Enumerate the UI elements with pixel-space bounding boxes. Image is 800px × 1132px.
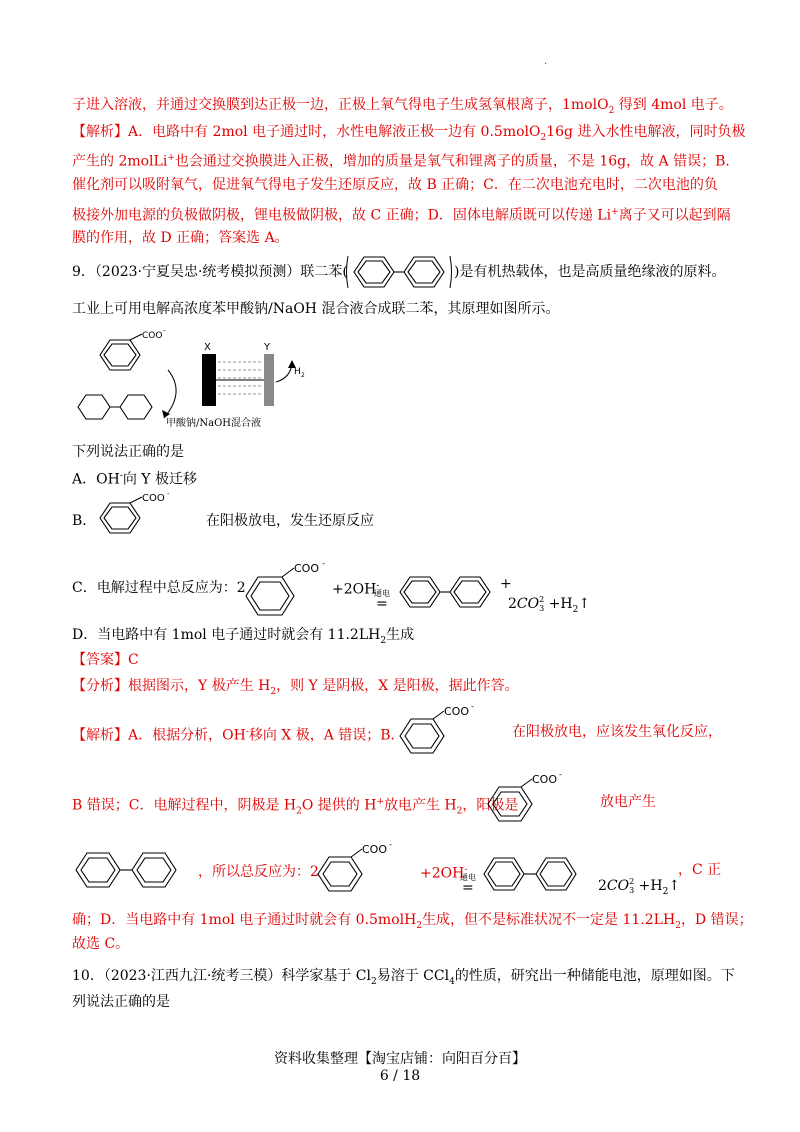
explanation-line-5: 故选 C。 xyxy=(72,936,130,952)
question-10-line-2: 列说法正确的是 xyxy=(72,994,170,1010)
option-c-electrolysis: 通电 xyxy=(374,589,390,598)
electrode-y xyxy=(264,354,274,406)
prev-analysis-line-4: 极接外加电源的负极做阴极，锂电极做阴极，故 C 正确；D．固体电解质既可以传递 Li+离子又可以起到隔 xyxy=(72,207,731,224)
fig-coo-label: COO xyxy=(142,331,163,341)
biphenyl-structure-explanation-4 xyxy=(482,852,592,896)
svg-text:-: - xyxy=(559,770,562,779)
option-b-text: 在阳极放电，发生还原反应 xyxy=(206,513,374,529)
svg-text:-: - xyxy=(167,490,170,498)
question-10-line-1: 10．（2023·江西九江·统考三模）科学家基于 $Cl_2$易溶于 CCl$_4$的性质，研究出一种储能电池，原理如图。下 xyxy=(72,968,735,987)
option-c-products: 2CO2 $3 +H_2↑$ xyxy=(508,595,591,615)
option-b-label: B． xyxy=(72,513,97,529)
explanation-products: 2CO2 $3 +H_2↑$ xyxy=(598,877,681,897)
svg-text:COO: COO xyxy=(444,705,469,718)
explanation-line-1a: 【解析】A．根据分析，OH-移向 X 极，A 错误；B． xyxy=(72,727,405,744)
footer-source: 资料收集整理【淘宝店铺：向阳百分百】 xyxy=(274,1051,526,1067)
option-c-label: C．电解过程中总反应为：2 xyxy=(72,580,246,596)
explanation-line-3b: +2OH- xyxy=(420,865,468,882)
option-c-equals: = xyxy=(376,596,388,612)
prev-analysis-line-1: 【解析】A．电路中有 2mol 电子通过时，水性电解液正极一边有 0.5molO$_2$16g 进入水性电解液，同时负极 xyxy=(72,124,746,143)
explanation-line-1b: 在阳极放电，应该发生氧化反应， xyxy=(512,724,722,740)
option-d: D．当电路中有 1mol 电子通过时就会有 $11.2LH_2$生成 xyxy=(72,627,415,646)
explanation-electrolysis: 通电 xyxy=(460,873,476,882)
svg-text:-: - xyxy=(471,702,474,711)
explanation-line-3a: ，所以总反应为：2 xyxy=(198,864,319,880)
benzoate-structure-explanation-3 xyxy=(316,838,416,896)
svg-text:-: - xyxy=(163,327,166,335)
svg-text:COO: COO xyxy=(532,773,557,786)
biphenyl-structure-explanation-3 xyxy=(74,848,194,892)
option-c-oh: +2OH- xyxy=(332,581,380,598)
electrolysis-diagram xyxy=(78,327,318,430)
answer-line: 【答案】C xyxy=(72,652,139,668)
explanation-line-2b: 放电产生 xyxy=(600,794,656,810)
benzoate-structure-option-c xyxy=(244,558,344,618)
explanation-equals: = xyxy=(462,880,474,896)
benzoate-structure-explanation-2 xyxy=(486,770,596,826)
question-9-title-b: )是有机热载体，也是高质量绝缘液的原料。 xyxy=(454,264,726,280)
benzoate-structure-explanation-1 xyxy=(398,702,508,758)
prev-analysis-line-3: 催化剂可以吸附氧气，促进氧气得电子发生还原反应，故 B 正确；C．在二次电池充电时，二次电池的负 xyxy=(72,177,718,193)
question-stem: 下列说法正确的是 xyxy=(72,444,184,460)
biphenyl-structure-inline xyxy=(344,254,454,290)
svg-text:COO: COO xyxy=(294,562,319,575)
svg-text:-: - xyxy=(389,840,392,849)
page-number: 6 / 18 xyxy=(379,1068,421,1084)
electrode-x xyxy=(202,354,216,406)
svg-text:-: - xyxy=(322,559,325,568)
biphenyl-structure-option-c xyxy=(398,572,498,612)
option-c-plus: + xyxy=(500,576,512,592)
option-a: A．OH-向 Y 极迁移 xyxy=(72,471,197,488)
prev-answer-line-1: 子进入溶液，并通过交换膜到达正极一边，正极上氧气得电子生成氢氧根离子，1molO$_2$ 得到 4mol 电子。 xyxy=(72,97,733,116)
question-9-title-a: 9．（2023·宁夏吴忠·统考模拟预测）联二苯( xyxy=(72,264,348,280)
question-9-description: 工业上可用电解高浓度苯甲酸钠/NaOH 混合液合成联二苯，其原理如图所示。 xyxy=(72,301,560,317)
svg-text:COO: COO xyxy=(142,493,165,504)
electrode-x-label: X xyxy=(204,342,211,353)
h2-label: H xyxy=(294,367,301,377)
explanation-line-3c: ，C 正 xyxy=(678,862,722,878)
prev-analysis-line-2: 产生的 2molLi+也会通过交换膜进入正极，增加的质量是氧气和锂离子的质量，不是 16g，故 A 错误；B． xyxy=(72,153,740,170)
solution-caption: 甲酸钠/NaOH混合液 xyxy=(166,418,261,429)
explanation-line-2a: B 错误；C．电解过程中，阴极是 $H_2O$ 提供的 H+放电产生 $H_2$，阳极是 xyxy=(72,797,519,817)
electrode-y-label: Y xyxy=(264,342,271,353)
svg-text:2: 2 xyxy=(301,372,305,379)
analysis-line: 【分析】根据图示，Y 极产生 $H_2$，则 Y 是阴极，X 是阳极，据此作答。 xyxy=(72,678,519,697)
svg-text:COO: COO xyxy=(362,843,387,856)
benzoate-structure-option-b xyxy=(98,490,188,534)
explanation-line-4: 确；D．当电路中有 1mol 电子通过时就会有 0.5molH$_2$生成，但不是标准状况不一定是 $11.2LH_2$，D 错误； xyxy=(72,912,753,931)
prev-analysis-line-5: 膜的作用，故 D 正确；答案选 A。 xyxy=(72,230,289,246)
top-dot: . xyxy=(544,56,548,67)
